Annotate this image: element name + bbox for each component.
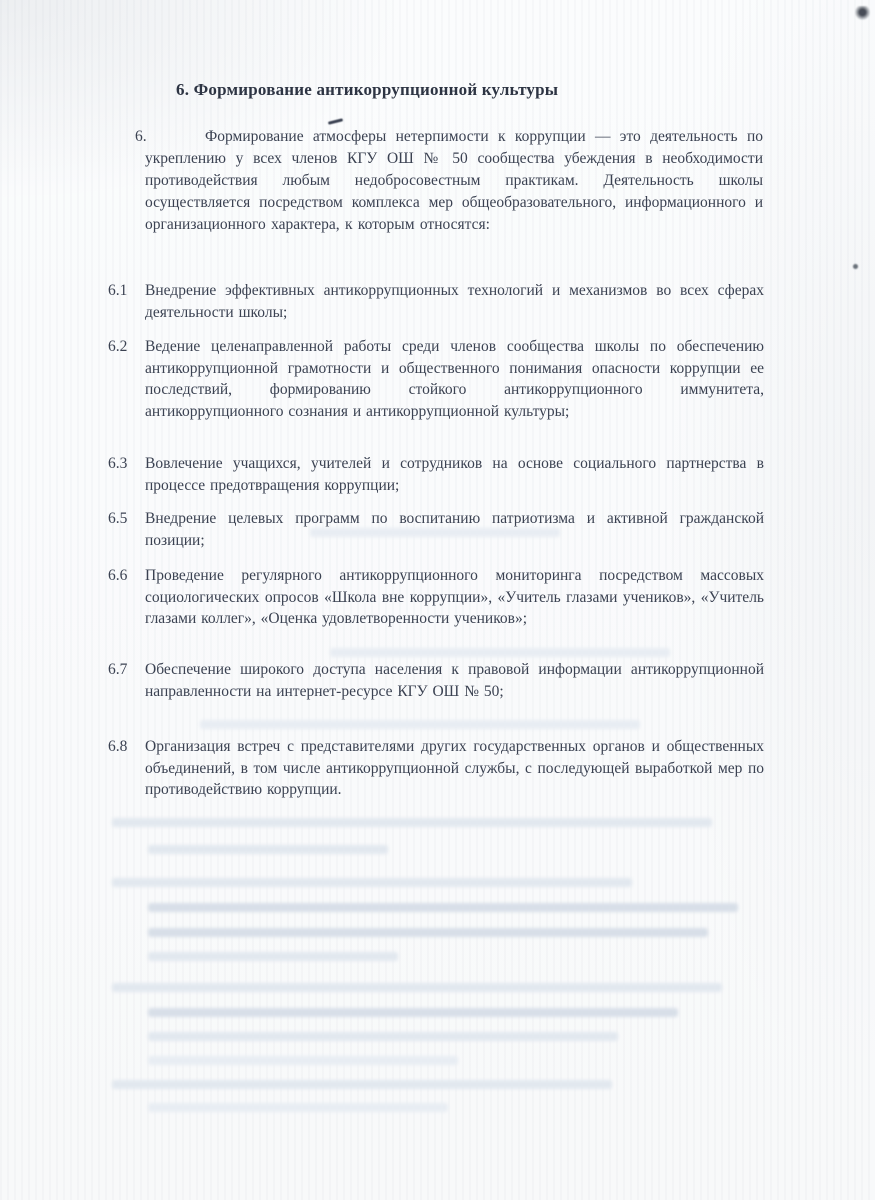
item-text: Ведение целенаправленной работы среди членов сообщества школы по обеспечению антикоррупционной грамотности и общественного понимания опасности коррупции ее последствий, формированию стойкого антикоррупционного иммунитета, антикоррупционного сознания и антикоррупционной культуры; (145, 338, 764, 420)
item-number: 6.7 (108, 661, 128, 678)
item-number: 6.6 (108, 567, 128, 584)
item-number: 6.5 (108, 510, 128, 527)
item-text: Вовлечение учащихся, учителей и сотрудников на основе социального партнерства в процессе предотвращения коррупции; (145, 455, 764, 494)
bleed-through-line (112, 1080, 612, 1089)
list-item-6-1 (108, 280, 764, 323)
item-number: 6.1 (108, 282, 128, 299)
bleed-through-line (148, 928, 708, 937)
bleed-through-line (200, 720, 640, 729)
paragraph-6-text: Формирование атмосферы нетерпимости к коррупции — это деятельность по укреплению у всех членов КГУ ОШ № 50 сообщества убеждения в необходимости противодействия любым недобросовестным практикам. Деятельность школы осуществляется посредством комплекса мер общеобразовательного, информационного и организационного характера, к которым относятся: (145, 128, 763, 233)
item-text: Проведение регулярного антикоррупционного мониторинга посредством массовых социологических опросов «Школа вне коррупции», «Учитель глазами учеников», «Учитель глазами коллег», «Оценка удовлетворенности учеников»; (145, 567, 764, 627)
bleed-through-line (310, 528, 560, 537)
item-number: 6.3 (108, 455, 128, 472)
scan-speck (855, 6, 870, 20)
bleed-through-line (148, 1056, 458, 1065)
bleed-through-line (112, 818, 712, 827)
bleed-through-line (148, 1008, 678, 1017)
list-item-6-2 (108, 336, 764, 422)
bleed-through-line (330, 648, 670, 657)
bleed-through-line (112, 983, 722, 992)
section-title: 6. Формирование антикоррупционной культуры (176, 80, 559, 99)
list-item-6-7 (108, 659, 764, 702)
bleed-through-line (148, 1103, 448, 1112)
item-text: Внедрение эффективных антикоррупционных технологий и механизмов во всех сферах деятельности школы; (145, 282, 764, 321)
item-text: Внедрение целевых программ по воспитанию патриотизма и активной гражданской позиции; (145, 510, 764, 549)
bleed-through-line (112, 878, 632, 887)
item-text: Организация встреч с представителями других государственных органов и общественных объединений, в том числе антикоррупционной службы, с последующей выработкой мер по противодействию коррупции. (145, 738, 764, 798)
bleed-through-line (148, 845, 388, 854)
list-item-6-6 (108, 565, 764, 630)
paragraph-6 (135, 126, 763, 236)
paragraph-6-number: 6. (135, 128, 147, 145)
list-item-6-3 (108, 453, 764, 496)
item-number: 6.2 (108, 338, 128, 355)
item-number: 6.8 (108, 738, 128, 755)
bleed-through-line (148, 1032, 618, 1041)
bleed-through-line (148, 952, 398, 961)
list-item-6-8 (108, 736, 764, 801)
bleed-through-line (148, 903, 738, 912)
scan-speck (853, 264, 858, 269)
item-text: Обеспечение широкого доступа населения к правовой информации антикоррупционной направленности на интернет-ресурсе КГУ ОШ № 50; (145, 661, 764, 700)
